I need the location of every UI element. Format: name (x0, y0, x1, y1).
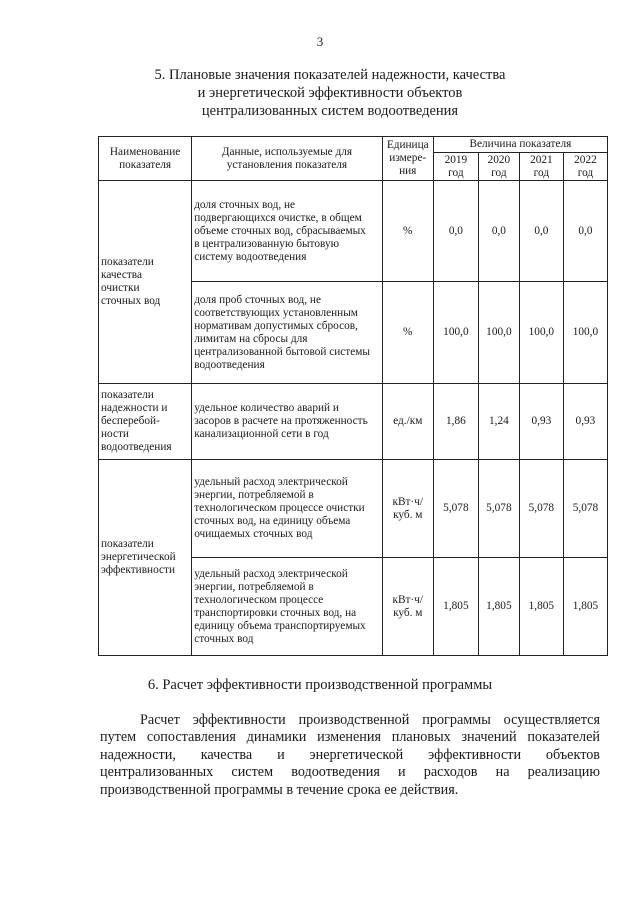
value-2022: 0,93 (563, 384, 607, 460)
header-year-2022 (563, 153, 607, 181)
header-unit (382, 137, 433, 181)
row-unit (382, 558, 433, 656)
row-description (192, 460, 382, 558)
value-2020: 5,078 (478, 460, 519, 558)
row-description (192, 181, 382, 282)
section-5-title (120, 66, 540, 120)
year-text: 2020 год (487, 153, 511, 179)
row-unit: % (382, 181, 433, 282)
paragraph-line: Расчет эффективности производственной программы осуществляется (140, 712, 600, 728)
section-5-title-line: централизованных систем водоотведения (201, 103, 459, 119)
description-text: доля сточных вод, не подвергающихся очистке, в общем объеме сточных вод, сбрасываемых в централизованную бытовую систему водоотведения (194, 198, 366, 263)
unit-text: кВт·ч/ куб. м (392, 495, 424, 521)
paragraph-line: надежности, качества и энергетической эффективности объектов (100, 746, 600, 763)
table-row (99, 181, 608, 282)
unit-text: кВт·ч/ куб. м (392, 593, 424, 619)
table-row (99, 384, 608, 460)
value-2021: 0,0 (519, 181, 563, 282)
header-unit-text: Единица измере-ния (386, 139, 429, 177)
description-text: удельное количество аварий и засоров в расчете на протяженность канализационной сети в год (194, 402, 368, 440)
group-name-reliability (99, 384, 192, 460)
row-description (192, 558, 382, 656)
group-name-text: показатели надежности и бесперебой-ности водоотведения (101, 389, 172, 453)
group-name-text: показатели энергетической эффективности (101, 538, 176, 576)
value-2019: 0,0 (433, 181, 478, 282)
paragraph-line: путем сопоставления динамики изменения плановых значений показателей (100, 729, 600, 746)
section-6-paragraph (100, 712, 600, 799)
value-2022: 5,078 (563, 460, 607, 558)
value-2019: 5,078 (433, 460, 478, 558)
row-unit: ед./км (382, 384, 433, 460)
value-2021: 1,805 (519, 558, 563, 656)
header-value: Величина показателя (433, 137, 607, 153)
group-name-energy (99, 460, 192, 656)
table-row (99, 460, 608, 558)
row-unit: % (382, 282, 433, 384)
description-text: доля проб сточных вод, не соответствующих установленным нормативам допустимых сбросов, лимитам на сбросы для централизованной бытовой системы водоотведения (194, 293, 370, 371)
header-year-2019 (433, 153, 478, 181)
table-header-row (99, 137, 608, 153)
year-text: 2021 год (530, 153, 553, 179)
group-name-text: показатели качества очистки сточных вод (101, 256, 161, 307)
paragraph-line: производственной программы в течение срока ее действия. (100, 781, 459, 798)
header-year-2020 (478, 153, 519, 181)
header-name (99, 137, 192, 181)
value-2022: 1,805 (563, 558, 607, 656)
value-2021: 100,0 (519, 282, 563, 384)
value-2020: 100,0 (478, 282, 519, 384)
section-5-title-line: 5. Плановые значения показателей надежности, качества (154, 67, 506, 83)
value-2021: 5,078 (519, 460, 563, 558)
header-name-text: Наименование показателя (109, 145, 181, 171)
value-2020: 1,24 (478, 384, 519, 460)
row-description (192, 384, 382, 460)
page-number: 3 (316, 34, 324, 49)
value-2022: 100,0 (563, 282, 607, 384)
header-data (192, 137, 382, 181)
group-name-quality (99, 181, 192, 384)
header-data-text: Данные, используемые для установления показателя (221, 145, 353, 171)
row-description (192, 282, 382, 384)
value-2019: 100,0 (433, 282, 478, 384)
value-2019: 1,86 (433, 384, 478, 460)
value-2019: 1,805 (433, 558, 478, 656)
year-text: 2019 год (444, 153, 468, 179)
description-text: удельный расход электрической энергии, потребляемой в технологическом процессе очистки сточных вод, на единицу объема очищаемых сточных вод (194, 476, 365, 540)
description-text: удельный расход электрической энергии, потребляемой в технологическом процессе транспортировки сточных вод, на единицу объема транспортируемых сточных вод (194, 567, 366, 645)
row-unit (382, 460, 433, 558)
value-2020: 0,0 (478, 181, 519, 282)
indicators-table (98, 136, 608, 656)
section-5-title-line: и энергетической эффективности объектов (197, 85, 463, 101)
header-year-2021 (519, 153, 563, 181)
year-text: 2022 год (574, 153, 597, 179)
section-6-title: 6. Расчет эффективности производственной программы (147, 677, 493, 693)
value-2021: 0,93 (519, 384, 563, 460)
value-2022: 0,0 (563, 181, 607, 282)
paragraph-line: централизованных систем водоотведения и расходов на реализацию (100, 764, 600, 781)
value-2020: 1,805 (478, 558, 519, 656)
